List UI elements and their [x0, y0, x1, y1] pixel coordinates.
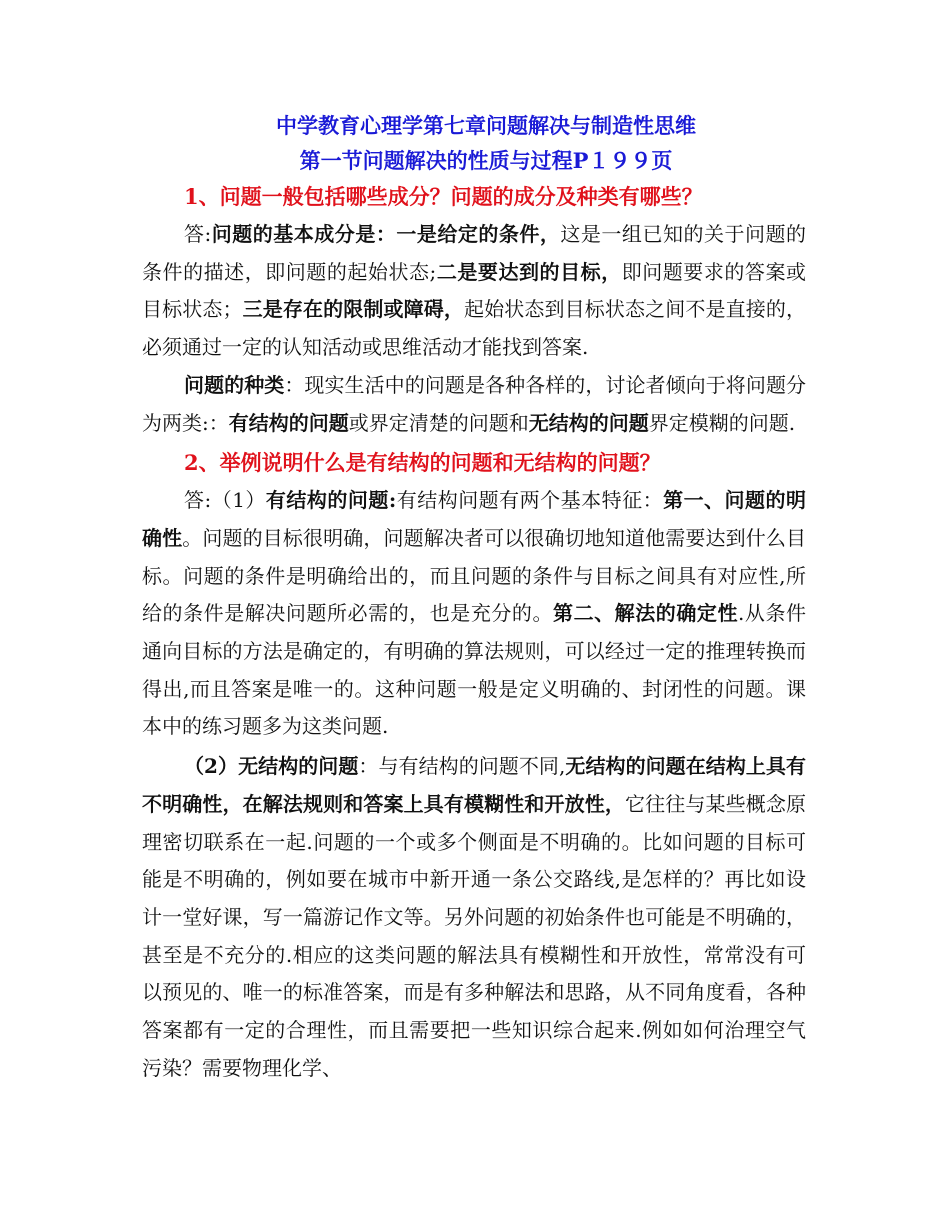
basic-components-heading: 问题的基本成分是：一是给定的条件， [211, 222, 561, 246]
unstructured-definition: 无结构的问题在结构上具有不明确性，在解法规则和答案上具有模糊性和开放性， [142, 754, 807, 816]
question-1: 1、问题一般包括哪些成分？问题的成分及种类有哪些？ [184, 184, 703, 209]
answer-2-paragraph-1 [142, 482, 806, 746]
problem-types-text: ：现实生活中的问题是各种各样的，讨论者倾向于将问题分为两类:： [142, 372, 807, 435]
unstructured-problem-term: 无结构的问题 [528, 410, 649, 435]
answer-label: 答:（1） [184, 488, 266, 513]
given-conditions-text: 这是一组已知的关于问题的条件的描述，即问题的起始状态; [142, 222, 806, 284]
obstacles-text: 起始状态到目标状态之间不是直接的，必须通过一定的认知活动或思维活动才能找到答案. [142, 297, 806, 360]
problem-types-text-3: 界定模糊的问题. [648, 410, 796, 435]
goal-text: 即问题要求的答案或目标状态； [142, 259, 806, 322]
feature-2-text: .从条件通向目标的方法是确定的，有明确的算法规则，可以经过一定的推理转换而得出,而且答案是唯一的。这种问题一般是定义明确的、封闭性的问题。课本中的练习题多为这类问题. [142, 601, 807, 739]
answer-2-paragraph-2 [142, 748, 806, 1087]
structured-problem-heading: 有结构的问题: [265, 488, 397, 513]
structured-problem-term: 有结构的问题 [228, 410, 349, 435]
section-subtitle: 第一节问题解决的性质与过程P１９９页 [299, 148, 673, 173]
feature-1-text: 。问题的目标很明确，问题解决者可以很确切地知道他需要达到什么目标。问题的条件是明确给出的，而且问题的条件与目标之间具有对应性,所给的条件是解决问题所必需的，也是充分的。 [142, 525, 806, 626]
obstacles-heading: 三是存在的限制或障碍， [242, 297, 464, 322]
feature-2-heading: 第二、解法的确定性 [553, 601, 738, 626]
goal-heading: 二是要达到的目标， [436, 259, 622, 284]
feature-1-heading: 第一、问题的明确性 [142, 488, 807, 550]
structured-features-intro: 有结构问题有两个基本特征： [396, 488, 664, 513]
unstructured-intro-text: ：与有结构的问题不同, [358, 754, 566, 779]
answer-1-paragraph-1 [142, 216, 806, 367]
document-content [142, 108, 806, 1087]
document-title: 中学教育心理学第七章问题解决与制造性思维 [276, 113, 696, 138]
problem-types-heading: 问题的种类 [184, 372, 285, 397]
answer-label: 答: [184, 222, 212, 246]
question-2: 2、举例说明什么是有结构的问题和无结构的问题？ [184, 450, 661, 476]
answer-1-paragraph-2 [142, 367, 806, 442]
unstructured-explanation: 它往往与某些概念原理密切联系在一起.问题的一个或多个侧面是不明确的。比如问题的目标可能是不明确的，例如要在城市中新开通一条公交路线,是怎样的？再比如设计一堂好课，写一篇游记作文等。另外问题的初始条件也可能是不明确的，甚至是不充分的.相应的这类问题的解法具有模糊性和开放性，常常没有可以预见的、唯一的标准答案，而是有多种解法和思路，从不同角度看，各种答案都有一定的合理性，而且需要把一些知识综合起来.例如如何治理空气污染？需要物理化学、 [142, 791, 806, 1080]
problem-types-text-2: 或界定清楚的问题和 [348, 410, 529, 435]
unstructured-problem-heading: （2）无结构的问题 [184, 754, 359, 779]
